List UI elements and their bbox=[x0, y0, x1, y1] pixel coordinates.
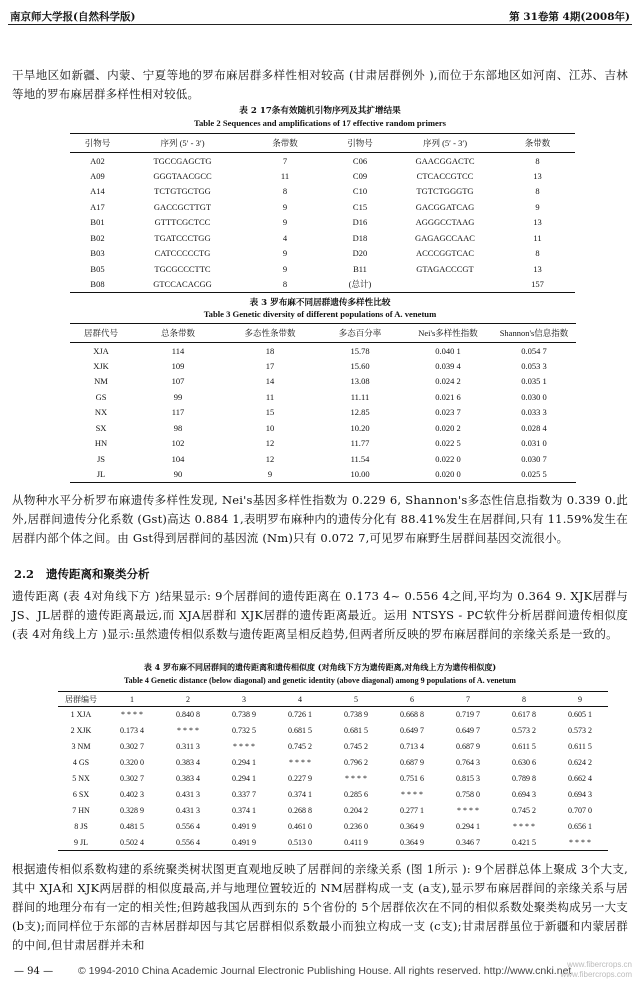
table3-cell: 0.020 2 bbox=[435, 422, 461, 433]
table2-caption-cn: 表 2 17条有效随机引物序列及其扩增结果 bbox=[239, 106, 401, 116]
table2-cell: CATCCCCCTG bbox=[154, 248, 211, 259]
header-rule bbox=[8, 24, 632, 25]
table4-cell: 0.556 4 bbox=[176, 837, 200, 847]
table4-cell: 0.649 7 bbox=[400, 726, 424, 735]
table4-cell: 0.624 2 bbox=[568, 758, 592, 767]
table3-cell: 10.20 bbox=[350, 422, 370, 433]
running-header bbox=[10, 7, 630, 25]
table4-cell: 3 NM bbox=[71, 742, 91, 751]
table4-cell: 0.745 2 bbox=[512, 806, 536, 815]
table2-cell: (总计) bbox=[348, 279, 372, 289]
section-number: 2.2 bbox=[14, 567, 35, 581]
table4-cell: 0.461 0 bbox=[288, 822, 312, 831]
journal-name: 南京师大学报(自然科学版) bbox=[10, 11, 136, 23]
table3-cell: 11.54 bbox=[350, 453, 370, 464]
table2-cell: B03 bbox=[90, 248, 105, 259]
table4-cell: 5 NX bbox=[72, 774, 90, 783]
table2-cell: B02 bbox=[90, 232, 105, 243]
table2-cell: 9 bbox=[282, 201, 288, 212]
table4-cell: 0.491 9 bbox=[232, 837, 256, 847]
table3-cell: XJK bbox=[93, 360, 109, 371]
table3-row bbox=[70, 374, 576, 390]
table3-cell: 90 bbox=[173, 469, 183, 479]
table4-cell: 2 XJK bbox=[70, 726, 92, 735]
page-number: — 94 — bbox=[14, 966, 54, 977]
table2-cell: GACGGATCAG bbox=[415, 201, 475, 212]
table4-cell: 0.738 9 bbox=[344, 710, 368, 720]
table2-cell: B05 bbox=[90, 263, 105, 274]
table4-caption-cn: 表 4 罗布麻不同居群间的遗传距离和遗传相似度 (对角线下方为遗传距离,对角线上方为遗传相似度) bbox=[143, 662, 497, 672]
table4-cell: 0.383 4 bbox=[176, 774, 200, 783]
table3-cell: 12 bbox=[265, 453, 275, 464]
table4-row bbox=[58, 755, 608, 771]
table2-cell: 8 bbox=[535, 186, 540, 197]
table4-cell: 7 HN bbox=[72, 806, 90, 815]
table4-cell: 0.491 9 bbox=[232, 822, 256, 831]
table4-cell: 0.738 9 bbox=[232, 710, 256, 720]
table3-header-row bbox=[70, 324, 576, 343]
table4-cell: 0.431 3 bbox=[176, 806, 200, 815]
table2-header-cell: 条带数 bbox=[524, 138, 551, 148]
table3-cell: 14 bbox=[265, 376, 275, 387]
table3-caption-cn: 表 3 罗布麻不同居群遗传多样性比较 bbox=[249, 298, 391, 308]
table3-cell: 0.021 6 bbox=[435, 391, 461, 402]
table3-cell: NM bbox=[94, 376, 108, 387]
table4-cell: 0.236 0 bbox=[344, 822, 368, 831]
table3-cell: 0.023 7 bbox=[435, 407, 461, 418]
table2-cell: C09 bbox=[352, 170, 368, 181]
table4-cell: * * * * bbox=[513, 822, 535, 831]
table3-cell: 11.77 bbox=[350, 438, 370, 449]
table4-cell: 0.751 6 bbox=[400, 774, 424, 783]
table2 bbox=[70, 133, 575, 293]
table4-cell: 4 GS bbox=[72, 758, 90, 767]
table4-cell: 0.337 7 bbox=[232, 790, 256, 799]
table2-cell: C10 bbox=[352, 186, 368, 197]
table3-cell: GS bbox=[95, 391, 107, 402]
table3-cell: 12 bbox=[265, 438, 275, 449]
table4-cell: * * * * bbox=[401, 790, 423, 799]
table2-header-cell: 序列 (5′ - 3′) bbox=[422, 138, 468, 148]
copyright-line: © 1994-2010 China Academic Journal Electronic Publishing House. All rights reserved. http://www.cnki.net bbox=[78, 965, 572, 977]
table3-cell: 0.054 7 bbox=[521, 345, 547, 356]
table3-row bbox=[70, 358, 576, 374]
table4-cell: 0.694 3 bbox=[568, 790, 592, 799]
table4-cell: 0.556 4 bbox=[176, 822, 200, 831]
table4-header-cell: 5 bbox=[354, 694, 358, 704]
table4-cell: 0.764 3 bbox=[456, 758, 480, 767]
table3-cell: 0.022 0 bbox=[435, 453, 461, 464]
table4-cell: 0.656 1 bbox=[568, 822, 592, 831]
table4-cell: 0.268 8 bbox=[288, 806, 312, 815]
table2-cell: 8 bbox=[282, 186, 288, 197]
table4-cell: 0.611 5 bbox=[568, 742, 592, 751]
table4-cell: 0.383 4 bbox=[176, 758, 200, 767]
table2-cell: GTAGACCCGT bbox=[416, 263, 474, 274]
table4-cell: 0.294 1 bbox=[456, 822, 480, 831]
table3-header-cell: 多态百分率 bbox=[338, 328, 382, 338]
table4-cell: 0.431 3 bbox=[176, 790, 200, 799]
table4-caption-en: Table 4 Genetic distance (below diagonal) and genetic identity (above diagonal) among 9 populations of A. venetum bbox=[124, 676, 516, 685]
table3-cell: 0.028 4 bbox=[521, 422, 547, 433]
table4-cell: 0.719 7 bbox=[456, 710, 480, 720]
table4-cell: 0.694 3 bbox=[512, 790, 536, 799]
table4-cell: 0.411 9 bbox=[344, 837, 368, 847]
watermark-line-1: www.fibercrops.cn bbox=[567, 960, 632, 969]
table4-cell: 9 JL bbox=[74, 837, 88, 847]
table4-cell: 0.320 0 bbox=[120, 758, 144, 767]
table2-header-cell: 引物号 bbox=[84, 138, 111, 148]
table4-header-row bbox=[58, 692, 608, 707]
table3-cell: 0.031 0 bbox=[521, 438, 547, 449]
table2-cell: 7 bbox=[282, 155, 288, 166]
table2-header-cell: 序列 (5′ - 3′) bbox=[160, 138, 205, 148]
table2-body bbox=[70, 153, 575, 293]
table3-cell: 114 bbox=[171, 345, 185, 356]
table4-cell: 0.745 2 bbox=[344, 742, 368, 751]
table4-cell: 0.713 4 bbox=[400, 742, 424, 751]
table3-cell: XJA bbox=[93, 345, 109, 356]
table2-cell bbox=[390, 277, 500, 293]
table4-cell: 0.605 1 bbox=[568, 710, 592, 720]
table2-cell: ACCCGGTCAC bbox=[415, 248, 475, 259]
table4-cell: * * * * bbox=[121, 710, 143, 720]
table4-cell: 0.617 8 bbox=[512, 710, 536, 720]
table2-cell: 11 bbox=[533, 232, 542, 243]
table4-cell: 0.374 1 bbox=[232, 806, 256, 815]
table3-header-cell: 总条带数 bbox=[160, 328, 195, 338]
table2-cell: TGCGCCCTTC bbox=[154, 263, 211, 274]
table4-cell: 0.668 8 bbox=[400, 710, 424, 720]
watermark-line-2: www.fibercrops.com bbox=[560, 970, 632, 979]
table2-cell: AGGGCCTAAG bbox=[415, 217, 475, 228]
table2-cell: 13 bbox=[533, 263, 542, 274]
table2-cell: C15 bbox=[352, 201, 368, 212]
table4 bbox=[58, 691, 608, 851]
table4-cell: 0.364 9 bbox=[400, 822, 424, 831]
table4-cell: 0.402 3 bbox=[120, 790, 144, 799]
table2-cell: 9 bbox=[282, 248, 288, 259]
table2-cell: 11 bbox=[280, 170, 290, 181]
table4-cell: 8 JS bbox=[74, 822, 88, 831]
table4-row bbox=[58, 707, 608, 723]
table2-cell: GAGAGCCAAC bbox=[415, 232, 475, 243]
table3-cell: 0.033 3 bbox=[521, 407, 547, 418]
table4-cell: * * * * bbox=[457, 806, 479, 815]
table2-cell: B11 bbox=[353, 263, 367, 274]
table4-cell: 0.840 8 bbox=[176, 710, 200, 720]
table3-cell: SX bbox=[95, 422, 107, 433]
table3-header-cell: 多态性条带数 bbox=[244, 328, 296, 338]
table4-cell: * * * * bbox=[345, 774, 367, 783]
table4-cell: 1 XJA bbox=[70, 710, 92, 720]
table4-header-cell: 8 bbox=[522, 694, 526, 704]
table3-cell: 0.025 5 bbox=[521, 469, 547, 479]
table2-cell: C06 bbox=[352, 155, 368, 166]
table3-cell: JS bbox=[96, 453, 106, 464]
table2-cell: 8 bbox=[535, 155, 540, 166]
diversity-paragraph: 从物种水平分析罗布麻遗传多样性发现, Nei's基因多样性指数为 0.229 6, Shannon's多态性信息指数为 0.339 0.此外,居群间遗传分化系数 (Gst)高达 0.884 1,表明罗布麻种内的遗传分化有 88.41%发生在居群间,只有 11.59%发生在居群内部个体之间。由 Gst得到居群间的基因流 (Nm)只有 0.072 7,可见罗布麻野生居群间基因交流很小。 bbox=[12, 493, 628, 545]
table3-cell: 9 bbox=[267, 469, 273, 479]
table3-cell: 11 bbox=[265, 391, 275, 402]
table2-header-cell: 引物号 bbox=[347, 138, 373, 148]
table2-cell: B08 bbox=[90, 279, 105, 289]
table3-row bbox=[70, 389, 576, 405]
table4-cell: 0.707 0 bbox=[568, 806, 592, 815]
table4-cell: * * * * bbox=[177, 726, 199, 735]
table2-cell: 8 bbox=[282, 279, 288, 289]
table3-cell: 104 bbox=[171, 453, 185, 464]
table4-cell: 0.649 7 bbox=[456, 726, 480, 735]
table4-cell: 0.302 7 bbox=[120, 774, 144, 783]
table3-cell: 117 bbox=[171, 407, 185, 418]
table4-cell: 0.513 0 bbox=[288, 837, 312, 847]
table4-cell: 0.573 2 bbox=[512, 726, 536, 735]
table3-cell: 0.024 2 bbox=[435, 376, 461, 387]
table3-cell: 10 bbox=[265, 422, 275, 433]
table3-row bbox=[70, 467, 576, 483]
table2-cell: A17 bbox=[90, 201, 105, 212]
table2-cell: CTCACCGTCC bbox=[416, 170, 474, 181]
table3-row bbox=[70, 436, 576, 452]
section-heading bbox=[14, 566, 150, 582]
table4-cell: 0.611 5 bbox=[512, 742, 536, 751]
table2-cell: TGCCGAGCTG bbox=[153, 155, 212, 166]
section-title: 遗传距离和聚类分析 bbox=[46, 567, 150, 581]
table2-row bbox=[70, 261, 575, 277]
table3-row bbox=[70, 343, 576, 359]
table4-cell: 0.573 2 bbox=[568, 726, 592, 735]
intro-paragraph: 干旱地区如新疆、内蒙、宁夏等地的罗布麻居群多样性相对较高 (甘肃居群例外 ),而位于东部地区如河南、江苏、吉林等地的罗布麻居群多样性相对较低。 bbox=[12, 68, 628, 101]
table4-cell: 0.662 4 bbox=[568, 774, 592, 783]
table2-cell: TGATCCCTGG bbox=[154, 232, 211, 243]
table4-header-cell: 9 bbox=[578, 694, 582, 704]
table2-row bbox=[70, 168, 575, 184]
table4-cell: 0.796 2 bbox=[344, 758, 368, 767]
table4-cell: * * * * bbox=[289, 758, 311, 767]
table3-cell: 102 bbox=[171, 438, 185, 449]
table2-cell: 13 bbox=[533, 170, 542, 181]
table2-cell: GGGTAACGCC bbox=[153, 170, 212, 181]
table2-caption-en: Table 2 Sequences and amplifications of 17 effective random primers bbox=[194, 118, 446, 128]
table4-cell: 0.294 1 bbox=[232, 774, 256, 783]
table4-cell: 0.789 8 bbox=[512, 774, 536, 783]
table3-cell: 0.039 4 bbox=[435, 360, 461, 371]
table4-body bbox=[58, 707, 608, 851]
table3-cell: 0.053 3 bbox=[521, 360, 547, 371]
table4-cell: 0.726 1 bbox=[288, 710, 312, 720]
table3-cell: 12.85 bbox=[350, 407, 370, 418]
table4-cell: 0.173 4 bbox=[120, 726, 144, 735]
table4-cell: 0.502 4 bbox=[120, 837, 144, 847]
table2-row bbox=[70, 153, 575, 169]
table4-row bbox=[58, 803, 608, 819]
table2-cell: 157 bbox=[531, 279, 544, 289]
table4-cell: 0.687 9 bbox=[400, 758, 424, 767]
table2-cell: 9 bbox=[535, 201, 540, 212]
table2-row bbox=[70, 246, 575, 262]
table4-cell: * * * * bbox=[233, 742, 255, 751]
table3-cell: 0.030 7 bbox=[521, 453, 547, 464]
table3-cell: JL bbox=[96, 469, 106, 479]
table4-cell: 0.687 9 bbox=[456, 742, 480, 751]
table4-cell: 0.277 1 bbox=[400, 806, 424, 815]
table2-cell: A14 bbox=[90, 186, 105, 197]
table2-cell: 8 bbox=[535, 248, 540, 259]
table4-row bbox=[58, 723, 608, 739]
table4-cell: 0.681 5 bbox=[344, 726, 368, 735]
table2-cell: TCTGTGCTGG bbox=[154, 186, 211, 197]
table3-cell: 15 bbox=[265, 407, 275, 418]
table2-cell: D20 bbox=[352, 248, 368, 259]
table4-row bbox=[58, 787, 608, 803]
table3-body bbox=[70, 343, 576, 483]
table3-cell: 17 bbox=[265, 360, 275, 371]
table4-cell: 0.294 1 bbox=[232, 758, 256, 767]
table3-cell: 0.022 5 bbox=[435, 438, 461, 449]
table2-row bbox=[70, 199, 575, 215]
table4-cell: 0.227 9 bbox=[288, 774, 312, 783]
table2-cell: TGTCTGGGTG bbox=[416, 186, 474, 197]
table4-cell: * * * * bbox=[569, 837, 591, 847]
table4-header-cell: 3 bbox=[242, 694, 246, 704]
table2-cell: D18 bbox=[352, 232, 368, 243]
table4-row bbox=[58, 835, 608, 851]
table4-cell: 0.346 7 bbox=[456, 837, 480, 847]
table3-cell: 109 bbox=[171, 360, 185, 371]
table4-cell: 6 SX bbox=[72, 790, 90, 799]
table2-header-cell: 条带数 bbox=[272, 138, 298, 148]
table3-cell: 107 bbox=[171, 376, 185, 387]
table2-cell: 13 bbox=[533, 217, 542, 228]
cluster-paragraph: 根据遗传相似系数构建的系统聚类树状图更直观地反映了居群间的亲缘关系 (图 1所示 ): 9个居群总体上聚成 3个大支,其中 XJA和 XJK两居群的相似度最高,并与地理位置较近的 NM居群构成一支 (a支),显示罗布麻居群间的亲缘关系与居群间的地理分布有一定的相关性;但跨越我国从西到东的 5个省份的 5个居群依次在不同的相似系数处聚类构成另一大支 (b支);而同样位于东部的吉林居群却因与其它居群相似系数最小而独立构成一支 (c支);甘肃居群虽位于新疆和内蒙居群的中间,但甘肃居群并未和 bbox=[12, 862, 628, 952]
table4-cell: 0.481 5 bbox=[120, 822, 144, 831]
table2-header-row bbox=[70, 134, 575, 153]
table3-cell: NX bbox=[94, 407, 108, 418]
table3-cell: 0.040 1 bbox=[435, 345, 461, 356]
table4-header-cell: 6 bbox=[410, 694, 414, 704]
table3-cell: 0.035 1 bbox=[521, 376, 547, 387]
table2-row bbox=[70, 184, 575, 200]
table3-cell: 18 bbox=[265, 345, 275, 356]
table3-header-cell: 居群代号 bbox=[83, 328, 118, 338]
table4-row bbox=[58, 819, 608, 835]
table3-cell: 11.11 bbox=[350, 391, 370, 402]
table4-cell: 0.204 2 bbox=[344, 806, 368, 815]
table4-header-cell: 1 bbox=[130, 694, 134, 704]
watermark bbox=[560, 960, 632, 980]
table2-row bbox=[70, 230, 575, 246]
table4-cell: 0.421 5 bbox=[512, 837, 536, 847]
table3-cell: 0.030 0 bbox=[521, 391, 547, 402]
table4-cell: 0.681 5 bbox=[288, 726, 312, 735]
table4-cell: 0.311 3 bbox=[176, 742, 200, 751]
table3-cell: 10.00 bbox=[350, 469, 370, 479]
table2-cell: D16 bbox=[352, 217, 368, 228]
table2-cell: GTCCACACGG bbox=[153, 279, 212, 289]
table3-cell: HN bbox=[94, 438, 108, 449]
table3-cell: 99 bbox=[173, 391, 183, 402]
table3-header-cell: Nei's多样性指数 bbox=[418, 328, 478, 338]
table3-cell: 15.60 bbox=[350, 360, 370, 371]
table4-header-cell: 4 bbox=[298, 694, 302, 704]
table2-cell: A02 bbox=[90, 155, 105, 166]
issue-info: 第 31卷第 4期(2008年) bbox=[509, 11, 630, 23]
table3-cell: 13.08 bbox=[350, 376, 370, 387]
table2-cell: 4 bbox=[282, 232, 288, 243]
table4-cell: 0.364 9 bbox=[400, 837, 424, 847]
table2-cell: 9 bbox=[282, 217, 288, 228]
table4-header-cell: 7 bbox=[466, 694, 470, 704]
table4-cell: 0.374 1 bbox=[288, 790, 312, 799]
table2-cell: GACCGCTTGT bbox=[153, 201, 212, 212]
table4-cell: 0.745 2 bbox=[288, 742, 312, 751]
table3-cell: 0.020 0 bbox=[435, 469, 461, 479]
table2-cell: GAACGGACTC bbox=[415, 155, 475, 166]
table2-cell: 9 bbox=[282, 263, 288, 274]
table2-row bbox=[70, 277, 575, 293]
table4-row bbox=[58, 739, 608, 755]
table3-cell: 98 bbox=[173, 422, 183, 433]
table4-cell: 0.285 6 bbox=[344, 790, 368, 799]
distance-paragraph: 遗传距离 (表 4对角线下方 )结果显示: 9个居群间的遗传距离在 0.173 4~ 0.556 4之间,平均为 0.364 9. XJK居群与 JS、JL居群的遗传距离最远,而 XJA居群和 XJK居群的遗传距离最近。运用 NTSYS - PC软件分析居群间遗传相似度 (表 4对角线上方 )显示:虽然遗传相似系数与遗传距离呈相反趋势,但两者所反映的罗布麻居群间的亲缘关系是一致的。 bbox=[12, 589, 628, 641]
table2-row bbox=[70, 215, 575, 231]
table2-cell: GTTTCGCTCC bbox=[154, 217, 211, 228]
table4-cell: 0.302 7 bbox=[120, 742, 144, 751]
table4-cell: 0.732 5 bbox=[232, 726, 256, 735]
table4-cell: 0.630 6 bbox=[512, 758, 536, 767]
table3 bbox=[70, 323, 576, 483]
table2-cell: A09 bbox=[90, 170, 105, 181]
table2-cell: B01 bbox=[90, 217, 105, 228]
table3-cell: 15.78 bbox=[350, 345, 370, 356]
table3-row bbox=[70, 420, 576, 436]
table4-header-cell: 居群编号 bbox=[65, 694, 97, 704]
table3-header-cell: Shannon's信息指数 bbox=[499, 328, 569, 338]
table3-row bbox=[70, 405, 576, 421]
table3-caption-en: Table 3 Genetic diversity of different populations of A. venetum bbox=[203, 309, 437, 319]
table4-row bbox=[58, 771, 608, 787]
table3-row bbox=[70, 451, 576, 467]
table4-cell: 0.328 9 bbox=[120, 806, 144, 815]
table4-cell: 0.815 3 bbox=[456, 774, 480, 783]
table4-header-cell: 2 bbox=[186, 694, 190, 704]
table4-cell: 0.758 0 bbox=[456, 790, 480, 799]
